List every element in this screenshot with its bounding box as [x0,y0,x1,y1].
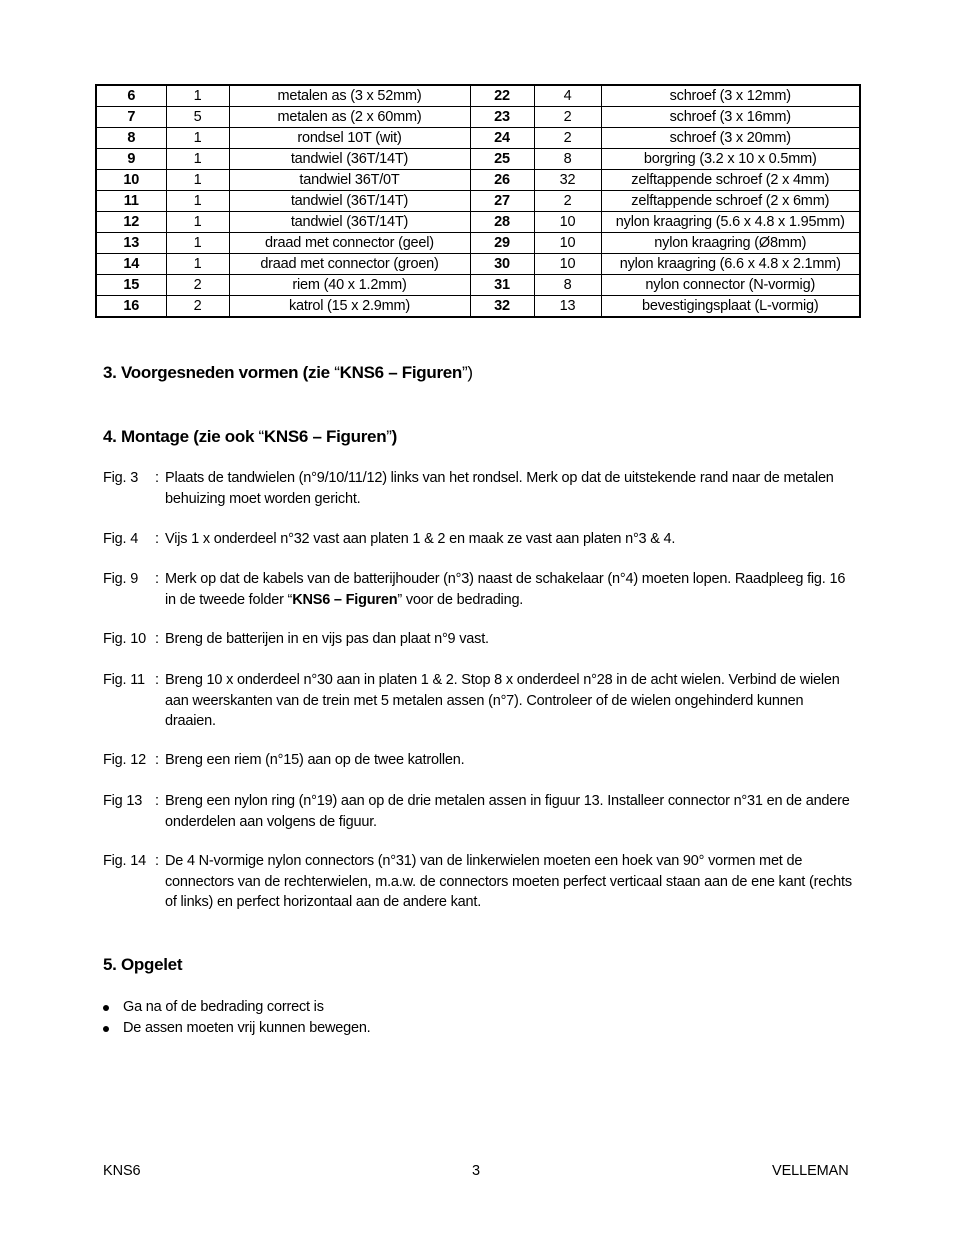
quantity-cell: 5 [166,107,229,128]
description-cell: draad met connector (groen) [229,254,470,275]
description-cell: nylon kraagring (5.6 x 4.8 x 1.95mm) [601,212,860,233]
bullet-icon [103,1026,109,1032]
fig-label: Fig. 12 [103,752,146,768]
table-row [96,254,860,275]
quantity-cell: 2 [166,275,229,296]
part-number-cell: 22 [470,85,534,107]
quantity-cell: 4 [534,85,601,107]
description-cell: katrol (15 x 2.9mm) [229,296,470,318]
figures-reference: KNS6 – Figuren [292,591,398,608]
table-row [96,128,860,149]
section-3-heading: 3. Voorgesneden vormen (zie “KNS6 – Figuren”) [103,363,473,382]
quantity-cell: 1 [166,254,229,275]
description-cell: draad met connector (geel) [229,233,470,254]
quantity-cell: 10 [534,254,601,275]
description-cell: schroef (3 x 16mm) [601,107,860,128]
fig-label: Fig. 3 [103,470,139,486]
description-cell: borgring (3.2 x 10 x 0.5mm) [601,149,860,170]
quantity-cell: 32 [534,170,601,191]
table-row [96,170,860,191]
description-cell: metalen as (2 x 60mm) [229,107,470,128]
part-number-cell: 30 [470,254,534,275]
quantity-cell: 8 [534,275,601,296]
description-cell: tandwiel 36T/0T [229,170,470,191]
part-number-cell: 31 [470,275,534,296]
footer-brand: VELLEMAN [772,1163,849,1179]
quantity-cell: 2 [166,296,229,318]
section-5-heading: 5. Opgelet [103,955,183,974]
fig-label: Fig. 4 [103,531,139,547]
description-cell: zelftappende schroef (2 x 6mm) [601,191,860,212]
section-4-heading: 4. Montage (zie ook “KNS6 – Figuren”) [103,427,398,446]
table-row [96,85,860,107]
part-number-cell: 16 [96,296,166,318]
quantity-cell: 1 [166,191,229,212]
description-cell: nylon kraagring (6.6 x 4.8 x 2.1mm) [601,254,860,275]
fig-label: Fig. 9 [103,571,139,587]
table-row [96,149,860,170]
table-row [96,212,860,233]
part-number-cell: 27 [470,191,534,212]
part-number-cell: 7 [96,107,166,128]
description-cell: nylon kraagring (Ø8mm) [601,233,860,254]
part-number-cell: 32 [470,296,534,318]
description-cell: tandwiel (36T/14T) [229,212,470,233]
fig-text: Breng de batterijen in en vijs pas dan plaat n°9 vast. [165,631,489,647]
fig-text: De 4 N-vormige nylon connectors (n°31) van de linkerwielen moeten een hoek van 90° vormen met de connectors van de rechterwielen, m.a.w. de connectors moeten perfect verticaal staan aan de ene kant (rechts of links) en perfect horizontaal aan de andere kant. [165,853,852,910]
description-cell: schroef (3 x 12mm) [601,85,860,107]
quantity-cell: 8 [534,149,601,170]
quantity-cell: 1 [166,85,229,107]
part-number-cell: 28 [470,212,534,233]
quantity-cell: 2 [534,107,601,128]
table-row [96,275,860,296]
fig-text: Plaats de tandwielen (n°9/10/11/12) links van het rondsel. Merk op dat de uitstekende rand naar de metalen behuizing moet worden gericht. [165,470,834,507]
quantity-cell: 10 [534,212,601,233]
part-number-cell: 10 [96,170,166,191]
fig-text: Merk op dat de kabels van de batterijhouder (n°3) naast de schakelaar (n°4) moeten lopen. Raadpleeg fig. 16 in de tweede folder “KNS6 – Figuren” voor de bedrading. [165,571,846,608]
quantity-cell: 13 [534,296,601,318]
table-row [96,107,860,128]
description-cell: schroef (3 x 20mm) [601,128,860,149]
description-cell: metalen as (3 x 52mm) [229,85,470,107]
table-row [96,296,860,318]
part-number-cell: 12 [96,212,166,233]
fig-text: Breng een nylon ring (n°19) aan op de drie metalen assen in figuur 13. Installeer connector n°31 en de andere onderdelen aan volgens de figuur. [165,793,850,830]
parts-table-body [96,85,860,317]
quantity-cell: 2 [534,128,601,149]
part-number-cell: 29 [470,233,534,254]
table-row [96,191,860,212]
table-row [96,233,860,254]
fig-text: Breng 10 x onderdeel n°30 aan in platen 1 & 2. Stop 8 x onderdeel n°28 in de acht wielen. Verbind de wielen aan weerskanten van de trein met 5 metalen assen (n°7). Controleer of de wielen ongehinderd kunnen draaien. [165,672,840,729]
fig-text: Vijs 1 x onderdeel n°32 vast aan platen 1 & 2 en maak ze vast aan platen n°3 & 4. [165,531,676,547]
part-number-cell: 8 [96,128,166,149]
bullet-icon [103,1005,109,1011]
quantity-cell: 10 [534,233,601,254]
part-number-cell: 25 [470,149,534,170]
description-cell: riem (40 x 1.2mm) [229,275,470,296]
quantity-cell: 1 [166,212,229,233]
warning-list [103,997,371,1039]
part-number-cell: 26 [470,170,534,191]
quantity-cell: 2 [534,191,601,212]
part-number-cell: 9 [96,149,166,170]
quantity-cell: 1 [166,128,229,149]
part-number-cell: 24 [470,128,534,149]
parts-table [95,84,861,318]
description-cell: bevestigingsplaat (L-vormig) [601,296,860,318]
part-number-cell: 23 [470,107,534,128]
fig-text: Breng een riem (n°15) aan op de twee katrollen. [165,752,465,768]
fig-label: Fig. 10 [103,631,146,647]
description-cell: nylon connector (N-vormig) [601,275,860,296]
quantity-cell: 1 [166,149,229,170]
part-number-cell: 14 [96,254,166,275]
quantity-cell: 1 [166,233,229,254]
part-number-cell: 6 [96,85,166,107]
part-number-cell: 13 [96,233,166,254]
quantity-cell: 1 [166,170,229,191]
footer-page-number: 3 [472,1163,480,1179]
description-cell: tandwiel (36T/14T) [229,149,470,170]
footer-model: KNS6 [103,1163,141,1179]
fig-label: Fig 13 [103,793,143,809]
part-number-cell: 11 [96,191,166,212]
description-cell: rondsel 10T (wit) [229,128,470,149]
fig-label: Fig. 14 [103,853,146,869]
list-item: De assen moeten vrij kunnen bewegen. [103,1018,371,1039]
list-item: Ga na of de bedrading correct is [103,997,371,1018]
description-cell: zelftappende schroef (2 x 4mm) [601,170,860,191]
description-cell: tandwiel (36T/14T) [229,191,470,212]
fig-label: Fig. 11 [103,672,145,688]
part-number-cell: 15 [96,275,166,296]
